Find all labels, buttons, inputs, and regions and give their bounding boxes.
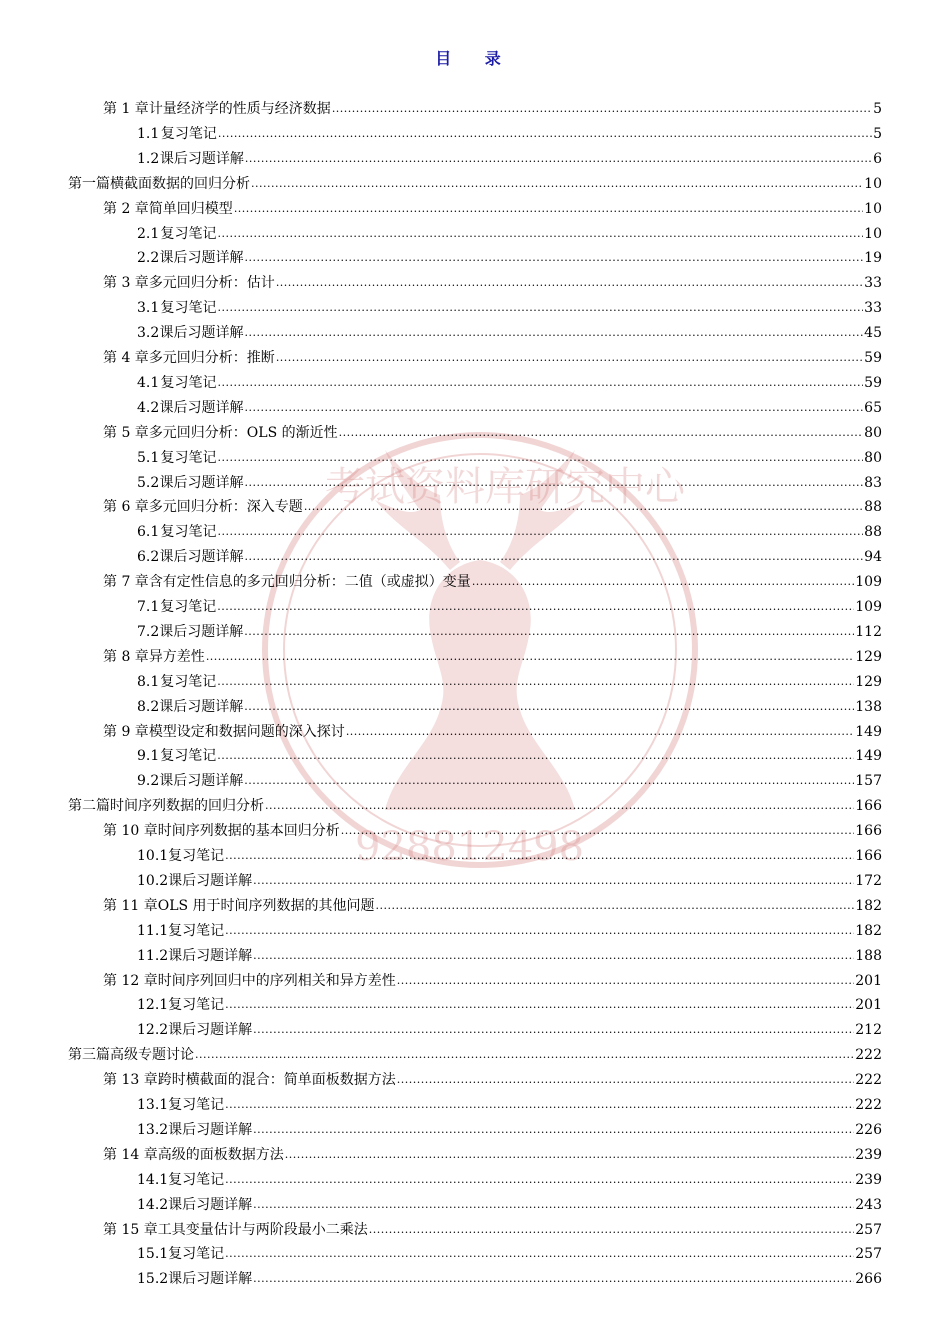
toc-leader-dots [225,1171,854,1189]
toc-entry-number: 6.1 [137,524,160,541]
toc-entry-number: 14.2 [137,1196,169,1213]
toc-entry[interactable] [103,270,882,292]
toc-entry-number: 第 12 章 [103,972,158,989]
toc-entry-page: 212 [855,1022,882,1039]
toc-entry-number: 8.1 [137,673,160,690]
toc-entry-page: 222 [855,1097,882,1113]
toc-entry-page: 109 [855,574,882,591]
toc-leader-dots [376,897,855,915]
toc-entry-number: 第 1 章 [103,101,149,117]
toc-entry-page: 266 [855,1271,882,1288]
toc-entry[interactable] [137,1167,882,1189]
toc-entry-number: 9.1 [137,748,160,765]
toc-leader-dots [397,1071,855,1089]
toc-entry-number: 5.1 [137,449,160,466]
toc-entry[interactable] [68,171,882,193]
toc-entry-title: 课后习题详解 [168,1271,253,1288]
toc-entry[interactable] [137,1266,882,1288]
toc-entry-number: 第一篇 [68,175,110,192]
toc-entry-title: 课后习题详解 [168,1022,253,1039]
toc-entry-title: 时间序列数据的基本回归分析 [157,823,340,840]
toc-entry-title: 课后习题详解 [168,872,253,889]
toc-leader-dots [253,1196,854,1214]
toc-entry[interactable] [137,1017,882,1039]
toc-entry-number: 第 4 章 [103,350,149,366]
toc-leader-dots [234,200,863,218]
toc-entry-title: 课后习题详解 [159,474,244,491]
toc-entry-number: 第 9 章 [103,723,149,740]
toc-entry-title: 课后习题详解 [168,947,253,964]
toc-entry-number: 2.2 [137,250,160,267]
toc-entry-title: 时间序列数据的回归分析 [110,798,264,815]
toc-leader-dots [206,648,854,666]
toc-entry-title: 含有定性信息的多元回归分析：二值（或虚拟）变量 [148,574,471,591]
toc-entry-number: 1.2 [137,150,160,167]
toc-leader-dots [217,598,854,616]
toc-entry-number: 9.2 [137,773,160,790]
toc-entry-page: 129 [855,673,882,690]
toc-entry-title: 多元回归分析：估计 [148,275,275,292]
toc-entry-page: 33 [864,275,882,292]
toc-leader-dots [217,747,854,765]
toc-entry-page: 6 [873,150,882,167]
toc-entry-title: 工具变量估计与两阶段最小二乘法 [157,1221,368,1238]
toc-entry-page: 10 [864,200,882,217]
toc-leader-dots [253,1021,854,1039]
toc-entry[interactable] [103,1142,882,1164]
toc-entry-title: 计量经济学的性质与经济数据 [148,101,331,117]
toc-leader-dots [304,498,863,516]
toc-entry-number: 15.1 [137,1246,169,1263]
toc-entry[interactable] [137,619,882,641]
toc-entry-page: 157 [855,773,882,790]
toc-leader-dots [218,374,864,392]
toc-entry-page: 188 [855,947,882,964]
toc-entry-title: 课后习题详解 [159,399,244,416]
toc-entry[interactable] [137,743,882,765]
toc-leader-dots [245,399,864,417]
toc-entry-title: 复习笔记 [168,997,225,1014]
toc-entry[interactable] [137,1117,882,1139]
toc-entry[interactable] [68,793,882,815]
toc-entry-title: 复习笔记 [168,1097,225,1113]
toc-entry-page: 80 [864,424,882,441]
toc-leader-dots [276,349,863,367]
toc-entry-title: 多元回归分析：OLS 的渐近性 [148,424,338,441]
toc-entry-page: 129 [855,648,882,665]
toc-entry[interactable] [103,1217,882,1239]
toc-entry[interactable] [137,221,882,243]
toc-entry-page: 45 [864,325,882,342]
toc-entry-number: 1.1 [137,125,160,142]
toc-entry[interactable] [137,669,882,691]
toc-entry[interactable] [137,918,882,940]
toc-entry-title: 复习笔记 [160,374,217,391]
toc-entry-title: OLS 用于时间序列数据的其他问题 [157,897,375,914]
toc-entry-number: 第 15 章 [103,1221,158,1238]
toc-entry-number: 7.2 [137,623,160,640]
toc-entry-title: 课后习题详解 [159,150,244,167]
toc-entry[interactable] [137,843,882,865]
toc-entry-title: 横截面数据的回归分析 [110,175,250,192]
toc-entry-number: 12.2 [137,1022,169,1039]
toc-entry-page: 166 [855,848,882,864]
toc-leader-dots [225,1245,854,1263]
toc-entry-page: 172 [855,872,882,889]
toc-entry[interactable] [137,1241,882,1263]
toc-entry-title: 课后习题详解 [168,1196,253,1213]
toc-entry-title: 课后习题详解 [159,549,244,566]
toc-leader-dots [245,150,872,168]
toc-entry-page: 138 [855,698,882,715]
toc-entry[interactable] [68,1042,882,1064]
toc-entry-page: 166 [855,823,882,840]
toc-entry-number: 15.2 [137,1271,169,1288]
toc-entry-title: 高级专题讨论 [110,1047,194,1064]
toc-entry-title: 课后习题详解 [159,250,244,267]
toc-leader-dots [346,723,854,741]
toc-entry-number: 13.1 [137,1097,169,1113]
toc-leader-dots [218,125,872,143]
toc-entry-page: 222 [855,1072,882,1089]
toc-entry[interactable] [137,470,882,492]
toc-entry[interactable] [103,644,882,666]
toc-entry-title: 课后习题详解 [168,1121,253,1138]
toc-entry-number: 3.1 [137,300,160,317]
toc-entry-title: 复习笔记 [168,922,225,939]
toc-entry-title: 课后习题详解 [159,325,244,342]
toc-leader-dots [265,797,854,815]
toc-entry-title: 复习笔记 [160,524,217,541]
toc-leader-dots [253,872,854,890]
toc-entry-page: 182 [855,922,882,939]
toc-entry-number: 13.2 [137,1121,169,1138]
toc-entry-page: 65 [864,399,882,416]
toc-entry[interactable] [137,245,882,267]
toc-leader-dots [225,996,854,1014]
toc-entry-title: 课后习题详解 [159,698,244,715]
toc-entry-page: 10 [864,225,882,242]
toc-leader-dots [218,299,864,317]
toc-entry-page: 257 [855,1246,882,1263]
toc-entry[interactable] [103,420,882,442]
toc-entry-number: 第 10 章 [103,823,158,840]
toc-entry-page: 5 [873,101,882,117]
toc-leader-dots [245,249,864,267]
toc-leader-dots [225,1096,854,1114]
toc-entry-title: 复习笔记 [160,225,217,242]
toc-entry-number: 11.1 [137,922,169,939]
toc-entry-number: 第 2 章 [103,200,149,217]
toc-leader-dots [244,772,854,790]
toc-entry-number: 第 3 章 [103,275,149,292]
toc-entry-number: 第二篇 [68,798,110,815]
toc-entry-number: 第 14 章 [103,1146,158,1163]
toc-entry-page: 83 [864,474,882,491]
toc-entry-number: 第 11 章 [103,897,158,914]
toc-entry-number: 2.1 [137,225,160,242]
toc-entry-page: 149 [855,723,882,740]
toc-leader-dots [195,1046,854,1064]
toc-entry[interactable] [137,768,882,790]
toc-entry-number: 第三篇 [68,1047,110,1064]
toc-entry-number: 第 7 章 [103,574,149,591]
toc-entry[interactable] [103,719,882,741]
toc-entry-page: 222 [855,1047,882,1064]
toc-leader-dots [218,449,864,467]
watermark-number: 928812498 [355,824,585,870]
toc-entry-number: 10.1 [137,848,169,864]
toc-entry[interactable] [137,519,882,541]
toc-leader-dots [218,523,864,541]
toc-entry-title: 复习笔记 [168,1171,225,1188]
toc-entry-page: 5 [873,125,882,142]
toc-entry-number: 第 8 章 [103,648,149,665]
toc-entry-number: 3.2 [137,325,160,342]
watermark-text: 考试资料库研究中心 [325,464,685,510]
toc-leader-dots [218,225,864,243]
toc-entry[interactable] [137,1192,882,1214]
toc-entry-page: 80 [864,449,882,466]
toc-leader-dots [244,698,854,716]
toc-entry[interactable] [103,968,882,990]
toc-entry-title: 异方差性 [148,648,205,665]
toc-entry-page: 149 [855,748,882,765]
toc-entry-page: 109 [855,599,882,615]
toc-entry-page: 201 [855,997,882,1014]
toc-entry[interactable] [137,1092,882,1114]
toc-leader-dots [245,548,864,566]
toc-entry-page: 257 [855,1221,882,1238]
toc-entry-title: 课后习题详解 [159,773,244,790]
toc-entry[interactable] [103,345,882,367]
toc-entry[interactable] [103,196,882,218]
toc-entry[interactable] [137,395,882,417]
toc-entry[interactable] [103,569,882,591]
toc-entry-page: 182 [855,897,882,914]
toc-entry[interactable] [137,320,882,342]
toc-entry-page: 239 [855,1146,882,1163]
toc-leader-dots [217,673,854,691]
toc-entry-page: 59 [864,350,882,366]
toc-entry[interactable] [103,96,882,118]
toc-entry[interactable] [137,992,882,1014]
toc-entry-title: 复习笔记 [160,300,217,317]
toc-entry-number: 第 13 章 [103,1072,158,1089]
toc-entry-number: 第 5 章 [103,424,149,441]
toc-entry-number: 10.2 [137,872,169,889]
toc-leader-dots [332,100,872,118]
toc-entry-number: 6.2 [137,549,160,566]
toc-entry-title: 简单回归模型 [148,200,233,217]
toc-leader-dots [253,1121,854,1139]
toc-leader-dots [245,324,864,342]
toc-entry-title: 复习笔记 [160,125,217,142]
toc-entry[interactable] [137,943,882,965]
toc-entry[interactable] [137,146,882,168]
toc-entry-number: 4.2 [137,399,160,416]
toc-leader-dots [244,623,854,641]
toc-entry-number: 8.2 [137,698,160,715]
toc-entry-title: 时间序列回归中的序列相关和异方差性 [157,972,396,989]
toc-entry[interactable] [137,868,882,890]
toc-entry[interactable] [137,121,882,143]
toc-entry-page: 201 [855,972,882,989]
toc-leader-dots [341,822,855,840]
toc-leader-dots [339,424,864,442]
toc-leader-dots [225,847,854,865]
toc-entry[interactable] [137,295,882,317]
toc-leader-dots [251,175,863,193]
toc-entry-page: 112 [855,623,882,640]
toc-entry-number: 5.2 [137,474,160,491]
toc-entry[interactable] [103,494,882,516]
toc-entry-number: 11.2 [137,947,169,964]
toc-entry[interactable] [137,370,882,392]
toc-entry-page: 33 [864,300,882,317]
toc-entry-title: 高级的面板数据方法 [157,1146,284,1163]
toc-title: 目 录 [435,49,515,68]
toc-leader-dots [285,1146,855,1164]
toc-leader-dots [245,474,864,492]
toc-entry-number: 14.1 [137,1171,169,1188]
toc-entry-title: 多元回归分析：推断 [148,350,275,366]
toc-entry-title: 复习笔记 [168,848,225,864]
toc-leader-dots [253,947,854,965]
toc-leader-dots [225,922,854,940]
toc-entry-title: 跨时横截面的混合：简单面板数据方法 [157,1072,396,1089]
toc-entry-title: 复习笔记 [160,748,217,765]
toc-entry-title: 课后习题详解 [159,623,244,640]
toc-entry-page: 166 [855,798,882,815]
toc-entry-title: 复习笔记 [160,449,217,466]
toc-entry-number: 4.1 [137,374,160,391]
toc-leader-dots [472,573,854,591]
toc-entry-number: 7.1 [137,599,160,615]
toc-entry[interactable] [137,445,882,467]
toc-entry-page: 19 [864,250,882,267]
toc-entry[interactable] [137,544,882,566]
toc-entry-page: 239 [855,1171,882,1188]
toc-entry-page: 88 [864,499,882,516]
toc-entry-page: 59 [864,374,882,391]
toc-entry-page: 243 [855,1196,882,1213]
toc-leader-dots [253,1270,854,1288]
toc-entry-title: 多元回归分析：深入专题 [148,499,303,516]
toc-entry-page: 226 [855,1121,882,1138]
toc-entry-title: 复习笔记 [160,599,217,615]
toc-entry-number: 12.1 [137,997,169,1014]
toc-entry-page: 94 [864,549,882,566]
toc-entry[interactable] [103,1067,882,1089]
toc-entry-title: 模型设定和数据问题的深入探讨 [148,723,345,740]
toc-leader-dots [369,1221,855,1239]
toc-entry-title: 复习笔记 [168,1246,225,1263]
toc-entry[interactable] [137,594,882,616]
toc-entry[interactable] [137,694,882,716]
toc-leader-dots [397,972,855,990]
toc-entry-title: 复习笔记 [160,673,217,690]
toc-entry-page: 88 [864,524,882,541]
toc-leader-dots [276,274,863,292]
toc-entry[interactable] [103,893,882,915]
toc-entry[interactable] [103,818,882,840]
toc-entry-page: 10 [864,175,882,192]
toc-entry-number: 第 6 章 [103,499,149,516]
